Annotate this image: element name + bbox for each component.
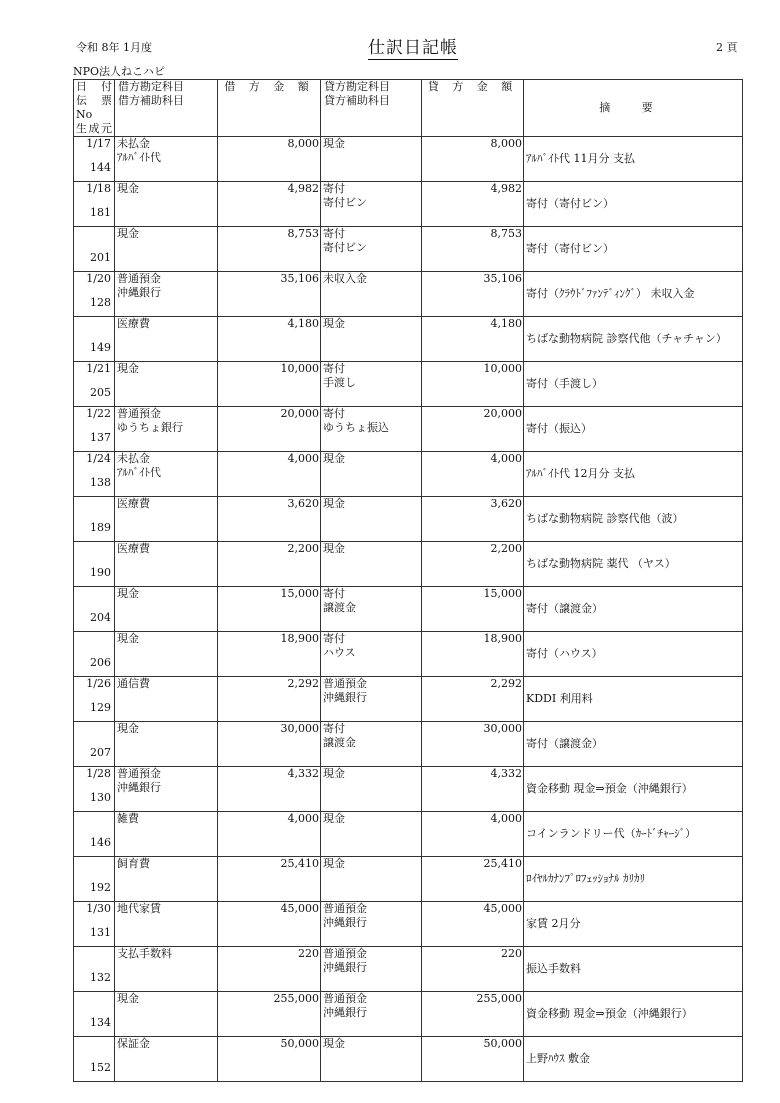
debit-account: 保証金 <box>117 1037 150 1050</box>
memo-cell: 振込手数料 <box>524 947 743 992</box>
debit-account: 普通預金 <box>117 272 161 285</box>
date-cell <box>74 812 115 857</box>
entry-date: 1/24 <box>86 452 111 465</box>
entry-date: 1/30 <box>86 902 111 915</box>
credit-account-cell <box>321 812 422 857</box>
credit-amount: 220 <box>422 947 524 992</box>
debit-account-cell <box>115 227 218 272</box>
date-cell <box>74 632 115 677</box>
credit-account: 現金 <box>323 452 345 465</box>
debit-amount: 4,000 <box>218 812 321 857</box>
debit-account-cell <box>115 587 218 632</box>
credit-account: 寄付 <box>323 722 345 735</box>
credit-amount: 4,000 <box>422 452 524 497</box>
voucher-number: 130 <box>90 791 111 804</box>
voucher-number: 204 <box>90 611 111 624</box>
date-cell <box>74 767 115 812</box>
credit-account-cell <box>321 677 422 722</box>
debit-account-cell <box>115 497 218 542</box>
credit-account: 寄付 <box>323 182 345 195</box>
credit-account-cell <box>321 137 422 182</box>
memo-cell: 上野ﾊｳｽ 敷金 <box>524 1037 743 1082</box>
debit-account: 支払手数料 <box>117 947 172 960</box>
debit-amount: 220 <box>218 947 321 992</box>
credit-amount: 4,180 <box>422 317 524 362</box>
credit-account: 普通預金 <box>323 992 367 1005</box>
table-row <box>74 947 743 992</box>
date-cell <box>74 992 115 1037</box>
debit-account-cell <box>115 722 218 767</box>
credit-account-cell <box>321 497 422 542</box>
credit-account: 現金 <box>323 857 345 870</box>
date-cell <box>74 497 115 542</box>
debit-account-cell <box>115 947 218 992</box>
debit-amount: 15,000 <box>218 587 321 632</box>
debit-amount: 50,000 <box>218 1037 321 1082</box>
date-cell <box>74 542 115 587</box>
credit-account: 寄付 <box>323 407 345 420</box>
date-cell <box>74 677 115 722</box>
debit-account: 現金 <box>117 587 139 600</box>
debit-account-cell <box>115 632 218 677</box>
debit-sub-account: 沖縄銀行 <box>117 286 161 299</box>
table-row <box>74 767 743 812</box>
credit-account: 現金 <box>323 137 345 150</box>
credit-amount: 20,000 <box>422 407 524 452</box>
debit-amount: 4,000 <box>218 452 321 497</box>
credit-account: 普通預金 <box>323 947 367 960</box>
debit-account: 飼育費 <box>117 857 150 870</box>
debit-amount: 4,180 <box>218 317 321 362</box>
credit-sub-account: 沖縄銀行 <box>323 961 367 974</box>
date-cell <box>74 902 115 947</box>
credit-account-cell <box>321 992 422 1037</box>
journal-table <box>73 79 743 1082</box>
debit-amount: 35,106 <box>218 272 321 317</box>
debit-account-cell <box>115 362 218 407</box>
debit-account: 雑費 <box>117 812 139 825</box>
table-row <box>74 722 743 767</box>
credit-account-cell <box>321 722 422 767</box>
date-cell <box>74 137 115 182</box>
entry-date <box>76 992 111 1006</box>
entry-date: 1/18 <box>86 182 111 195</box>
memo-cell: ｱﾙﾊﾞｲﾄ代 12月分 支払 <box>524 452 743 497</box>
memo-cell: ちばな動物病院 診察代他（チャチャン） <box>524 317 743 362</box>
debit-amount: 4,982 <box>218 182 321 227</box>
memo-cell: 資金移動 現金⇒預金（沖縄銀行） <box>524 992 743 1037</box>
credit-account-column-header: 貸方勘定科目 貸方補助科目 <box>321 80 422 137</box>
credit-account-cell <box>321 947 422 992</box>
credit-amount: 8,753 <box>422 227 524 272</box>
debit-account: 普通預金 <box>117 407 161 420</box>
voucher-number: 129 <box>90 701 111 714</box>
debit-account-cell <box>115 992 218 1037</box>
voucher-number: 138 <box>90 476 111 489</box>
date-cell <box>74 947 115 992</box>
table-row <box>74 272 743 317</box>
credit-amount: 50,000 <box>422 1037 524 1082</box>
voucher-number: 190 <box>90 566 111 579</box>
debit-amount: 8,753 <box>218 227 321 272</box>
voucher-number: 207 <box>90 746 111 759</box>
voucher-number: 206 <box>90 656 111 669</box>
entry-date <box>76 317 111 331</box>
credit-amount: 3,620 <box>422 497 524 542</box>
debit-account: 未払金 <box>117 137 150 150</box>
debit-account-cell <box>115 542 218 587</box>
table-header-row <box>74 80 743 137</box>
voucher-number: 134 <box>90 1016 111 1029</box>
debit-amount: 2,292 <box>218 677 321 722</box>
entry-date: 1/20 <box>86 272 111 285</box>
credit-amount: 255,000 <box>422 992 524 1037</box>
debit-account: 未払金 <box>117 452 150 465</box>
memo-cell: ちばな動物病院 診察代他（波） <box>524 497 743 542</box>
memo-cell: 資金移動 現金⇒預金（沖縄銀行） <box>524 767 743 812</box>
debit-account-cell <box>115 767 218 812</box>
credit-amount: 2,200 <box>422 542 524 587</box>
debit-account: 医療費 <box>117 542 150 555</box>
debit-amount-column-header: 借 方 金 額 <box>218 80 321 137</box>
debit-amount: 4,332 <box>218 767 321 812</box>
entry-date <box>76 632 111 646</box>
entry-date: 1/22 <box>86 407 111 420</box>
entry-date: 1/17 <box>86 137 111 150</box>
debit-sub-account: ゆうちょ銀行 <box>117 421 183 434</box>
debit-account-cell <box>115 272 218 317</box>
credit-amount: 4,982 <box>422 182 524 227</box>
table-row <box>74 317 743 362</box>
date-cell <box>74 587 115 632</box>
credit-account: 現金 <box>323 497 345 510</box>
credit-account: 現金 <box>323 812 345 825</box>
credit-amount: 30,000 <box>422 722 524 767</box>
credit-account-cell <box>321 1037 422 1082</box>
table-row <box>74 182 743 227</box>
debit-account: 通信費 <box>117 677 150 690</box>
debit-amount: 18,900 <box>218 632 321 677</box>
credit-sub-account: 沖縄銀行 <box>323 691 367 704</box>
credit-account: 現金 <box>323 1037 345 1050</box>
debit-account-cell <box>115 902 218 947</box>
date-cell <box>74 317 115 362</box>
debit-account-cell <box>115 677 218 722</box>
entry-date: 1/28 <box>86 767 111 780</box>
entry-date: 1/21 <box>86 362 111 375</box>
credit-account: 寄付 <box>323 587 345 600</box>
debit-account: 現金 <box>117 182 139 195</box>
debit-amount: 255,000 <box>218 992 321 1037</box>
memo-cell: 寄付（譲渡金） <box>524 587 743 632</box>
table-row <box>74 362 743 407</box>
debit-account-cell <box>115 407 218 452</box>
memo-cell: ｱﾙﾊﾞｲﾄ代 11月分 支払 <box>524 137 743 182</box>
credit-account: 寄付 <box>323 632 345 645</box>
credit-account-cell <box>321 362 422 407</box>
memo-cell: 寄付（譲渡金） <box>524 722 743 767</box>
date-cell <box>74 407 115 452</box>
debit-amount: 10,000 <box>218 362 321 407</box>
credit-account-cell <box>321 317 422 362</box>
debit-account-column-header: 借方勘定科目 借方補助科目 <box>115 80 218 137</box>
credit-amount: 2,292 <box>422 677 524 722</box>
credit-account-cell <box>321 587 422 632</box>
credit-sub-account: 譲渡金 <box>323 601 356 614</box>
period-label: 令和 8年 1月度 <box>76 41 152 54</box>
debit-account: 現金 <box>117 992 139 1005</box>
memo-cell: 寄付（ｸﾗｳﾄﾞﾌｧﾝﾃﾞｨﾝｸﾞ） 未収入金 <box>524 272 743 317</box>
credit-amount: 8,000 <box>422 137 524 182</box>
credit-sub-account: 寄付ビン <box>323 196 367 209</box>
credit-account-cell <box>321 407 422 452</box>
credit-amount: 4,000 <box>422 812 524 857</box>
memo-cell: 寄付（ハウス） <box>524 632 743 677</box>
credit-account: 寄付 <box>323 362 345 375</box>
voucher-number: 181 <box>90 206 111 219</box>
memo-cell: 家賃 2月分 <box>524 902 743 947</box>
debit-account: 現金 <box>117 632 139 645</box>
voucher-number: 131 <box>90 926 111 939</box>
voucher-number: 137 <box>90 431 111 444</box>
credit-amount: 35,106 <box>422 272 524 317</box>
debit-account: 現金 <box>117 362 139 375</box>
voucher-number: 205 <box>90 386 111 399</box>
debit-amount: 30,000 <box>218 722 321 767</box>
debit-account: 医療費 <box>117 317 150 330</box>
entry-date <box>76 722 111 736</box>
table-row <box>74 812 743 857</box>
credit-amount: 25,410 <box>422 857 524 902</box>
voucher-number: 201 <box>90 251 111 264</box>
credit-amount: 15,000 <box>422 587 524 632</box>
credit-amount-column-header: 貸 方 金 額 <box>422 80 524 137</box>
credit-account-cell <box>321 632 422 677</box>
memo-cell: ﾛｲﾔﾙｶﾅﾝﾌﾟﾛﾌｪｯｼｮﾅﾙ ｶﾘｶﾘ <box>524 857 743 902</box>
debit-account: 医療費 <box>117 497 150 510</box>
debit-amount: 8,000 <box>218 137 321 182</box>
entry-date <box>76 497 111 511</box>
debit-amount: 2,200 <box>218 542 321 587</box>
table-row <box>74 587 743 632</box>
entry-date: 1/26 <box>86 677 111 690</box>
table-row <box>74 857 743 902</box>
debit-sub-account: ｱﾙﾊﾞｲﾄ代 <box>117 466 161 479</box>
entry-date <box>76 1037 111 1051</box>
credit-account: 現金 <box>323 767 345 780</box>
table-row <box>74 452 743 497</box>
memo-cell: 寄付（振込） <box>524 407 743 452</box>
voucher-number: 132 <box>90 971 111 984</box>
date-cell <box>74 452 115 497</box>
page-title: 仕訳日記帳 <box>368 33 458 60</box>
memo-column-header: 摘 要 <box>524 80 743 137</box>
credit-sub-account: ハウス <box>323 646 356 659</box>
credit-account-cell <box>321 272 422 317</box>
credit-sub-account: 手渡し <box>323 376 356 389</box>
organization-name: NPO法人ねこハピ <box>73 65 166 78</box>
entry-date <box>76 542 111 556</box>
credit-account-cell <box>321 182 422 227</box>
date-cell <box>74 182 115 227</box>
date-cell <box>74 722 115 767</box>
date-cell <box>74 272 115 317</box>
debit-account: 普通預金 <box>117 767 161 780</box>
credit-account-cell <box>321 227 422 272</box>
debit-account: 現金 <box>117 227 139 240</box>
date-column-header: 日 付 伝票No 生成元 <box>74 80 115 137</box>
debit-account-cell <box>115 1037 218 1082</box>
date-cell <box>74 362 115 407</box>
debit-account-cell <box>115 182 218 227</box>
debit-amount: 20,000 <box>218 407 321 452</box>
debit-account-cell <box>115 317 218 362</box>
credit-account: 未収入金 <box>323 272 367 285</box>
credit-account: 普通預金 <box>323 902 367 915</box>
voucher-number: 149 <box>90 341 111 354</box>
table-row <box>74 407 743 452</box>
debit-account: 地代家賃 <box>117 902 161 915</box>
credit-sub-account: 寄付ビン <box>323 241 367 254</box>
credit-account-cell <box>321 857 422 902</box>
table-row <box>74 497 743 542</box>
credit-account: 寄付 <box>323 227 345 240</box>
table-row <box>74 677 743 722</box>
table-row <box>74 227 743 272</box>
credit-amount: 45,000 <box>422 902 524 947</box>
credit-amount: 10,000 <box>422 362 524 407</box>
memo-cell: コインランドリー代（ｶｰﾄﾞﾁｬｰｼﾞ） <box>524 812 743 857</box>
credit-sub-account: 沖縄銀行 <box>323 1006 367 1019</box>
journal-rows <box>74 137 743 1082</box>
table-row <box>74 542 743 587</box>
debit-account-cell <box>115 812 218 857</box>
memo-cell: 寄付（寄付ビン） <box>524 182 743 227</box>
entry-date <box>76 947 111 961</box>
debit-account: 現金 <box>117 722 139 735</box>
voucher-number: 189 <box>90 521 111 534</box>
table-row <box>74 137 743 182</box>
credit-account: 普通預金 <box>323 677 367 690</box>
table-row <box>74 632 743 677</box>
date-cell <box>74 227 115 272</box>
credit-account: 現金 <box>323 317 345 330</box>
voucher-number: 192 <box>90 881 111 894</box>
debit-sub-account: ｱﾙﾊﾞｲﾄ代 <box>117 151 161 164</box>
entry-date <box>76 587 111 601</box>
voucher-number: 152 <box>90 1061 111 1074</box>
voucher-number: 146 <box>90 836 111 849</box>
memo-cell: 寄付（手渡し） <box>524 362 743 407</box>
credit-account-cell <box>321 902 422 947</box>
table-row <box>74 1037 743 1082</box>
date-cell <box>74 1037 115 1082</box>
voucher-number: 144 <box>90 161 111 174</box>
entry-date <box>76 812 111 826</box>
table-row <box>74 902 743 947</box>
memo-cell: KDDI 利用料 <box>524 677 743 722</box>
entry-date <box>76 227 111 241</box>
debit-amount: 3,620 <box>218 497 321 542</box>
credit-account-cell <box>321 542 422 587</box>
debit-account-cell <box>115 452 218 497</box>
debit-sub-account: 沖縄銀行 <box>117 781 161 794</box>
credit-amount: 18,900 <box>422 632 524 677</box>
credit-account-cell <box>321 767 422 812</box>
credit-sub-account: ゆうちょ振込 <box>323 421 389 434</box>
debit-account-cell <box>115 857 218 902</box>
voucher-number: 128 <box>90 296 111 309</box>
credit-account-cell <box>321 452 422 497</box>
debit-amount: 25,410 <box>218 857 321 902</box>
table-row <box>74 992 743 1037</box>
credit-account: 現金 <box>323 542 345 555</box>
page-number: 2 頁 <box>716 41 738 54</box>
debit-amount: 45,000 <box>218 902 321 947</box>
memo-cell: ちばな動物病院 薬代 （ヤス） <box>524 542 743 587</box>
debit-account-cell <box>115 137 218 182</box>
credit-amount: 4,332 <box>422 767 524 812</box>
credit-sub-account: 沖縄銀行 <box>323 916 367 929</box>
memo-cell: 寄付（寄付ビン） <box>524 227 743 272</box>
credit-sub-account: 譲渡金 <box>323 736 356 749</box>
date-cell <box>74 857 115 902</box>
entry-date <box>76 857 111 871</box>
